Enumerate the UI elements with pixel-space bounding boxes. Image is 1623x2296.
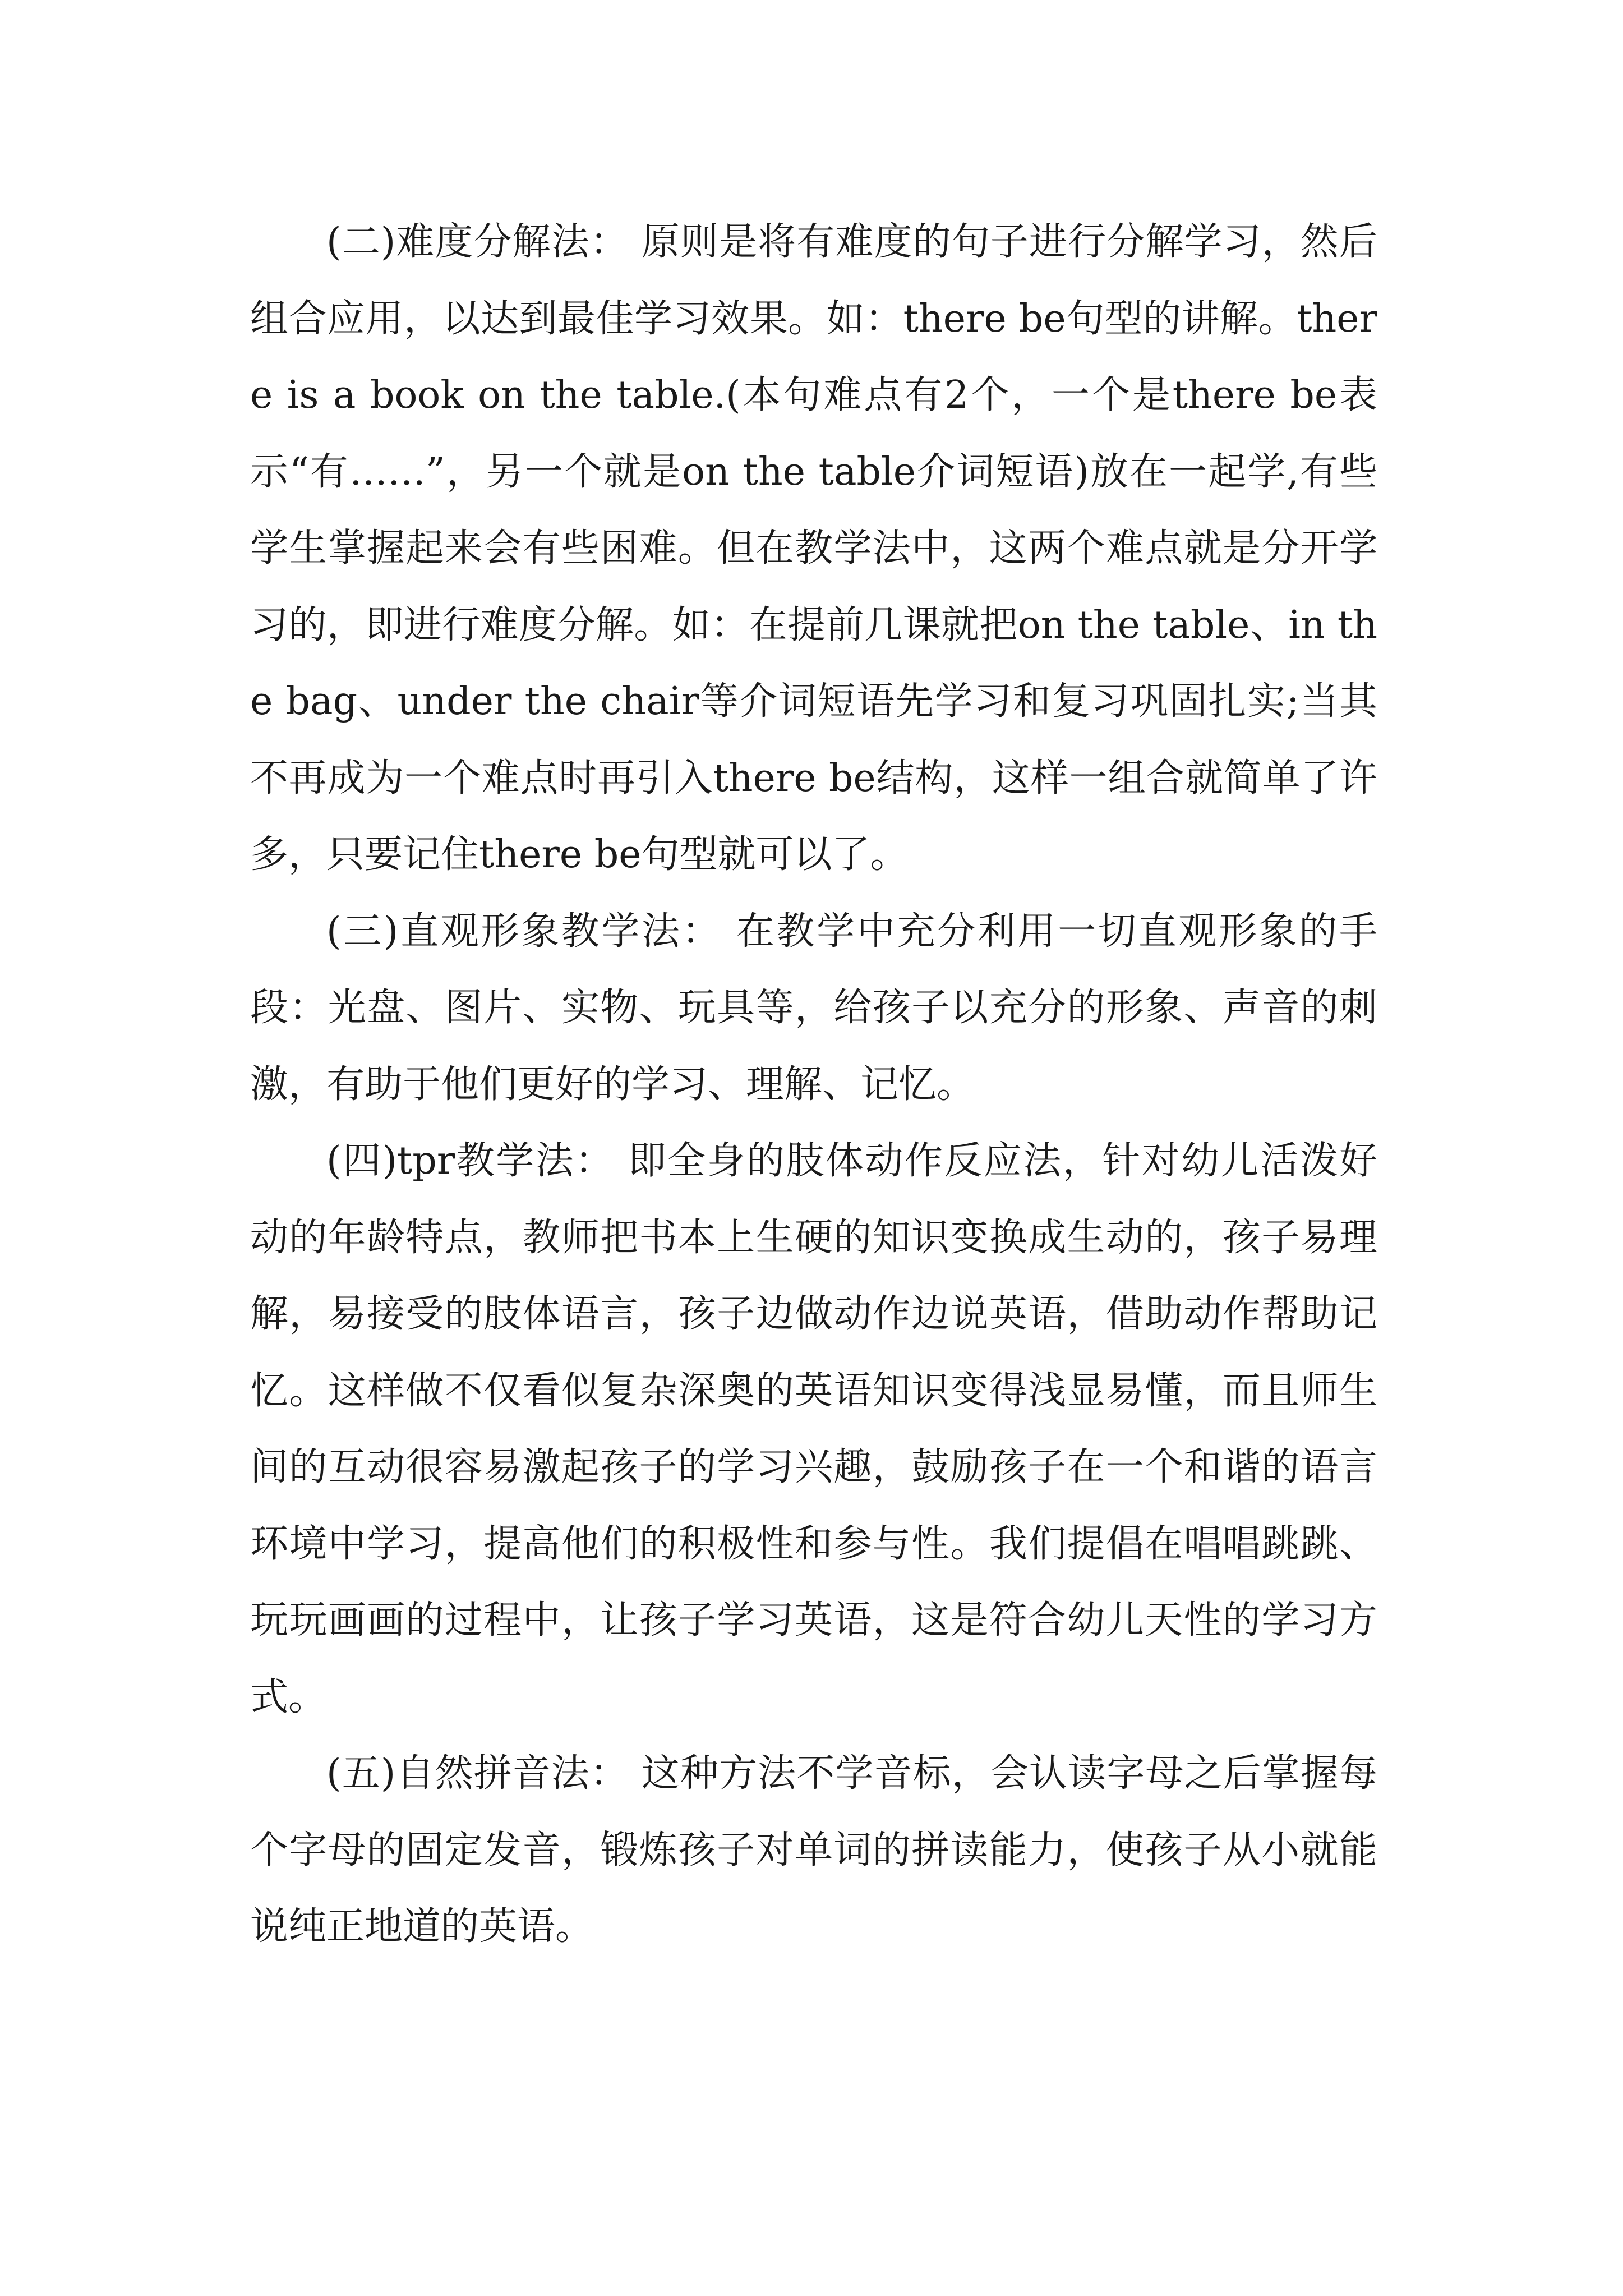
paragraph-tpr-teaching: (四)tpr教学法： 即全身的肢体动作反应法，针对幼儿活泼好动的年龄特点，教师把书本上生硬的知识变换成生动的，孩子易理解，易接受的肢体语言，孩子边做动作边说英语，借助动作帮助记忆。这样做不仅看似复杂深奥的英语知识变得浅显易懂，而且师生间的互动很容易激起孩子的学习兴趣，鼓励孩子在一个和谐的语言环境中学习，提高他们的积极性和参与性。我们提倡在唱唱跳跳、玩玩画画的过程中，让孩子学习英语，这是符合幼儿天性的学习方式。 <box>250 1139 1377 1719</box>
paragraph-difficulty-decomposition: (二)难度分解法： 原则是将有难度的句子进行分解学习，然后组合应用，以达到最佳学习效果。如：there be句型的讲解。there is a book on the table.(本句难点有2个，一个是there be表示“有……”，另一个就是on the table介词短语)放在一起学,有些学生掌握起来会有些困难。但在教学法中，这两个难点就是分开学习的，即进行难度分解。如：在提前几课就把on the table、in the bag、under the chair等介词短语先学习和复习巩固扎实;当其不再成为一个难点时再引入there be结构，这样一组合就简单了许多，只要记住there be句型就可以了。 <box>250 220 1377 877</box>
document-body <box>250 204 1377 1966</box>
paragraph-visual-teaching: (三)直观形象教学法： 在教学中充分利用一切直观形象的手段：光盘、图片、实物、玩具等，给孩子以充分的形象、声音的刺激，有助于他们更好的学习、理解、记忆。 <box>250 909 1377 1107</box>
paragraph-phonics: (五)自然拼音法： 这种方法不学音标，会认读字母之后掌握每个字母的固定发音，锻炼孩子对单词的拼读能力，使孩子从小就能说纯正地道的英语。 <box>250 1751 1377 1949</box>
